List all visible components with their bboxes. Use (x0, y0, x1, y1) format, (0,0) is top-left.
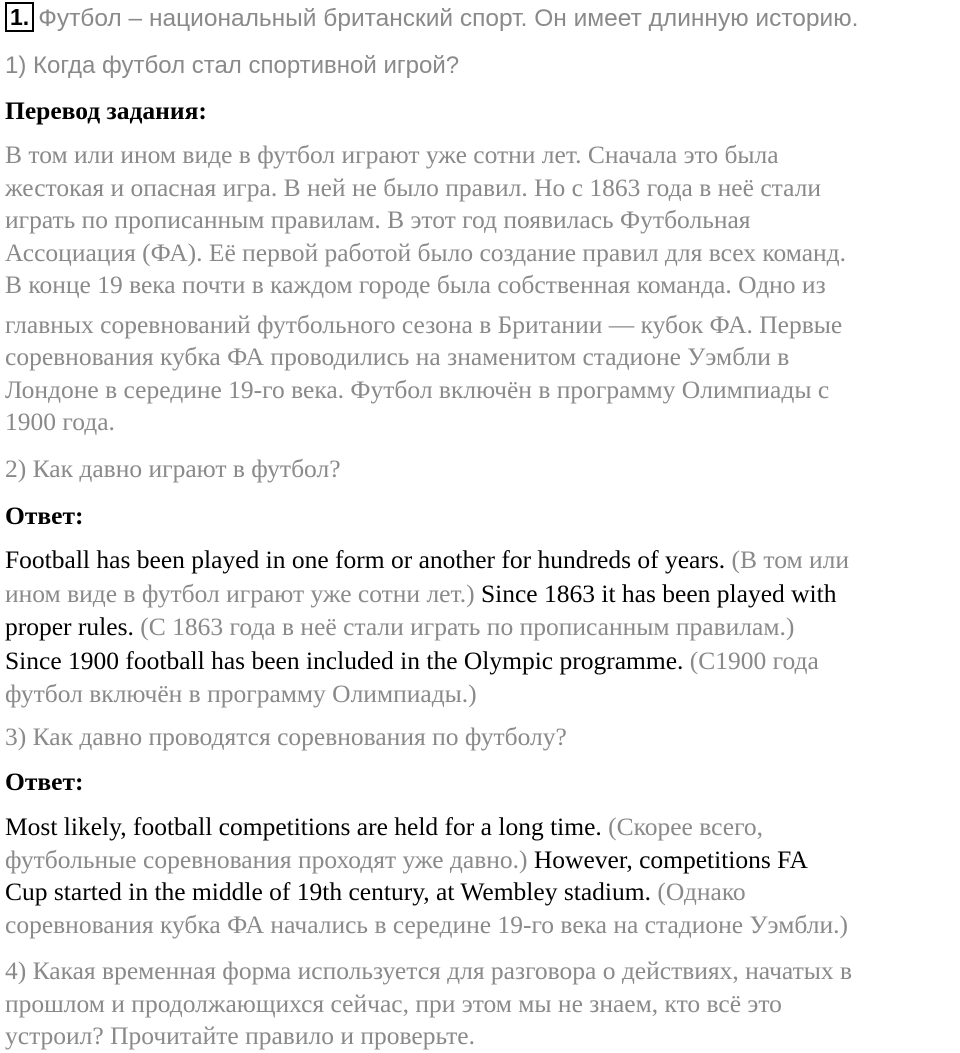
answer-2-ru: ином виде в футбол играют уже сотни лет.) (5, 578, 475, 608)
question-2: 2) Как давно играют в футбол? (5, 454, 341, 483)
answer-3-ru: (Скорее всего, (601, 812, 764, 841)
translation-line: соревнования кубка ФА проводились на знаменитом стадионе Уэмбли в (5, 342, 790, 371)
translation-line: главных соревнований футбольного сезона в Британии — кубок ФА. Первые (5, 309, 843, 339)
answer-2-ru: футбол включён в программу Олимпиады.) (5, 679, 477, 708)
answer-3-en: Most likely, football competitions are held for a long time. (5, 812, 602, 841)
answer-2-line (5, 677, 957, 711)
answer-2-line (5, 577, 957, 611)
answer-3-ru: (Однако (650, 877, 746, 906)
question-4-line: устроил? Прочитайте правило и проверьте. (5, 1021, 475, 1050)
translation-line: Ассоциация (ФА). Её первой работой было создание правил для всех команд. (5, 237, 847, 267)
task-number-badge: 1. (5, 2, 34, 32)
answer-heading-2: Ответ: (5, 501, 84, 530)
question-1: 1) Когда футбол стал спортивной игрой? (5, 52, 460, 79)
translation-heading: Перевод задания: (5, 96, 207, 125)
translation-paragraph (5, 139, 957, 439)
question-4-line: 4) Какая временная форма используется для разговора о действиях, начатых в (5, 956, 853, 985)
answer-2-en: Football has been played in one form or another for hundreds of years. (5, 545, 726, 574)
answer-heading-3: Ответ: (5, 767, 84, 796)
answer-3-paragraph (5, 811, 957, 941)
translation-line: 1900 года. (5, 407, 115, 436)
answer-3-ru: футбольные соревнования проходят уже давно.) (5, 844, 528, 874)
task-intro-text: Футбол – национальный британский спорт. Он имеет длинную историю. (38, 5, 859, 32)
question-3: 3) Как давно проводятся соревнования по футболу? (5, 722, 567, 751)
answer-2-en: Since 1863 it has been played with (474, 578, 837, 608)
answer-2-line (5, 543, 957, 577)
answer-3-line (5, 811, 957, 844)
answer-3-en: Cup started in the middle of 19th century, at Wembley stadium. (5, 877, 651, 906)
answer-2-ru: (С 1863 года в неё стали играть по прописанным правилам.) (133, 612, 795, 641)
answer-3-line (5, 909, 957, 942)
translation-line: В конце 19 века почти в каждом городе была собственная команда. Одно из (5, 270, 826, 299)
question-4 (5, 955, 957, 1053)
answer-2-paragraph (5, 543, 957, 711)
answer-3-line (5, 876, 957, 909)
answer-3-line (5, 844, 957, 877)
answer-2-en: proper rules. (5, 612, 134, 641)
answer-2-en: Since 1900 football has been included in the Olympic programme. (5, 645, 684, 675)
answer-2-line (5, 610, 957, 644)
task-intro (5, 2, 957, 36)
answer-3-en: However, competitions FA (527, 844, 808, 874)
answer-2-line (5, 644, 957, 678)
answer-2-ru: (С1900 года (683, 645, 819, 675)
question-4-line: прошлом и продолжающихся сейчас, при этом мы не знаем, кто всё это (5, 988, 782, 1018)
translation-line: В том или ином виде в футбол играют уже сотни лет. Сначала это была (5, 140, 779, 169)
translation-line: жестокая и опасная игра. В ней не было правил. Но с 1863 года в неё стали (5, 172, 821, 202)
translation-line: Лондоне в середине 19-го века. Футбол включён в программу Олимпиады с (5, 374, 830, 404)
translation-line: играть по прописанным правилам. В этот год появилась Футбольная (5, 205, 751, 234)
answer-3-ru: соревнования кубка ФА начались в середине 19-го века на стадионе Уэмбли.) (5, 909, 848, 939)
answer-2-ru: (В том или (725, 545, 850, 574)
